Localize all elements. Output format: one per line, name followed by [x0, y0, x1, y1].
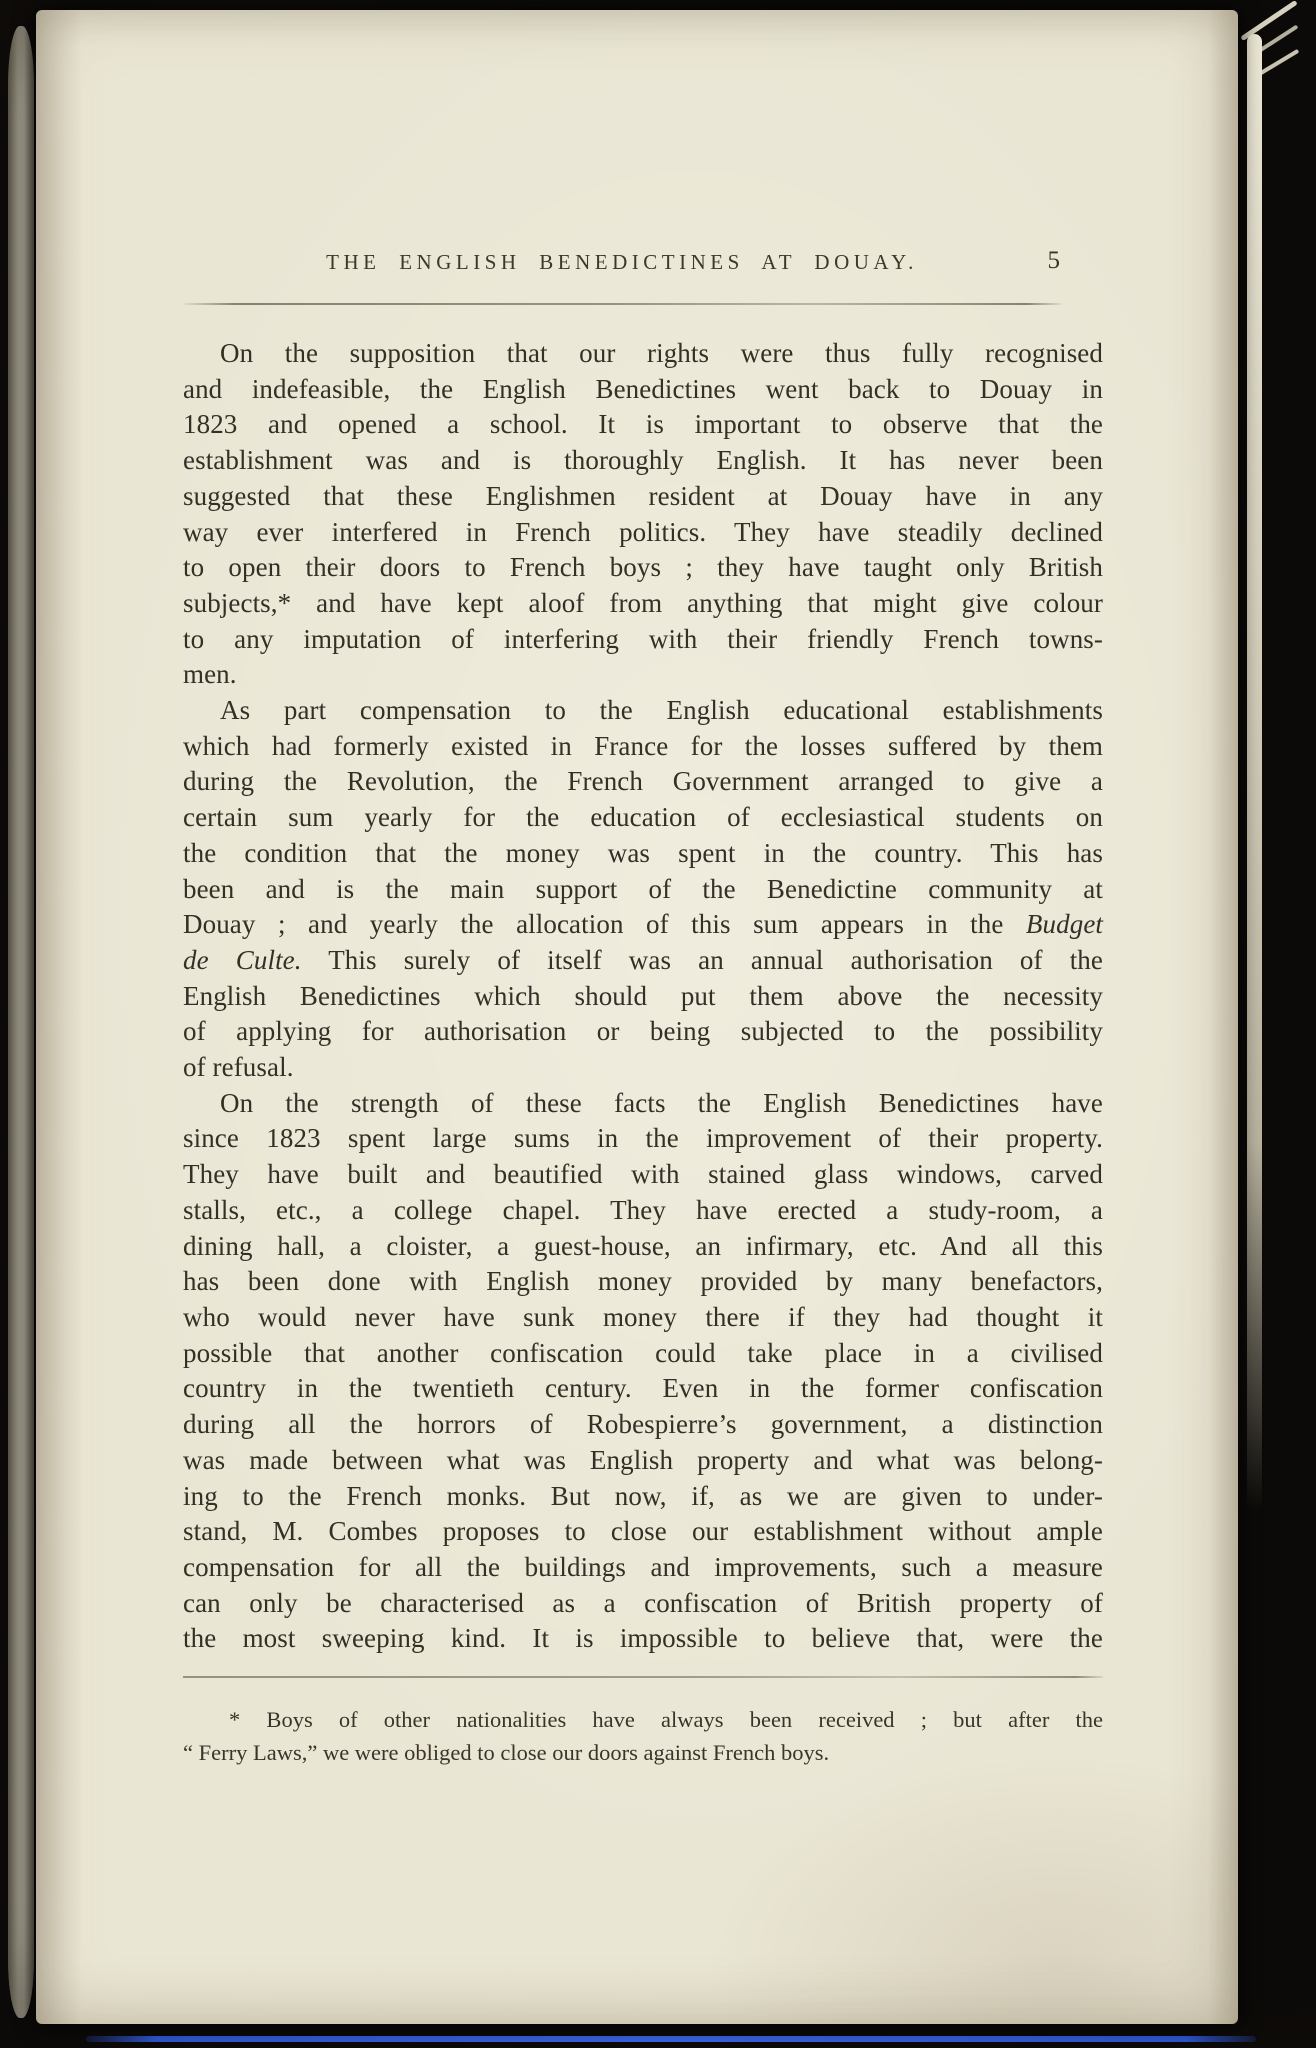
- text-line: [183, 907, 1103, 943]
- text-line: [183, 1586, 1103, 1622]
- text-line: [183, 1300, 1103, 1336]
- running-header: THE ENGLISH BENEDICTINES AT DOUAY.: [326, 250, 918, 274]
- text-run: to any imputation of interfering with their friendly French towns-: [183, 623, 1103, 654]
- text-run: since 1823 spent large sums in the improvement of their property.: [183, 1123, 1103, 1154]
- text-run: possible that another confiscation could take place in a civilised: [183, 1337, 1103, 1368]
- text-line: [183, 1336, 1103, 1372]
- text-run: who would never have sunk money there if they had thought it: [183, 1301, 1103, 1332]
- text-line: [183, 1621, 1103, 1657]
- text-run: On the strength of these facts the English Benedictines have: [220, 1087, 1103, 1118]
- text-run: of applying for authorisation or being subjected to the possibility: [183, 1016, 1103, 1047]
- text-run: compensation for all the buildings and improvements, such a measure: [183, 1551, 1103, 1582]
- text-line: [183, 336, 1103, 372]
- text-line: [183, 836, 1103, 872]
- text-line: [183, 1086, 1103, 1122]
- text-line: [183, 515, 1103, 551]
- text-line: [183, 872, 1103, 908]
- text-line: [183, 1229, 1103, 1265]
- left-page-edge: [8, 26, 34, 2018]
- text-run: suggested that these Englishmen resident at Douay have in any: [183, 480, 1103, 511]
- footnote: [183, 1704, 1103, 1769]
- text-line: [183, 622, 1103, 658]
- paragraph: [183, 693, 1103, 1086]
- text-line: [183, 407, 1103, 443]
- text-run: Douay ; and yearly the allocation of this sum appears in the: [183, 909, 1026, 940]
- right-fore-edge: [1247, 34, 1262, 1512]
- text-run: Budget: [1025, 909, 1103, 940]
- text-run: certain sum yearly for the education of ecclesiastical students on: [183, 802, 1103, 833]
- text-run: * Boys of other nationalities have always been received ; but after the: [229, 1707, 1103, 1732]
- text-line: [183, 979, 1103, 1015]
- text-run: way ever interfered in French politics. They have steadily declined: [183, 516, 1103, 547]
- text-line: [183, 1264, 1103, 1300]
- text-line: [183, 1704, 1103, 1737]
- text-line: [183, 1371, 1103, 1407]
- text-run: was made between what was English property and what was belong-: [183, 1444, 1103, 1475]
- text-run: to open their doors to French boys ; they have taught only British: [183, 552, 1103, 583]
- text-line: [183, 1479, 1103, 1515]
- text-line: [183, 1014, 1103, 1050]
- text-run: As part compensation to the English educational establishments: [220, 695, 1103, 726]
- text-line: [183, 1193, 1103, 1229]
- text-run: which had formerly existed in France for the losses suffered by them: [183, 730, 1103, 761]
- text-run: On the supposition that our rights were thus fully recognised: [220, 338, 1103, 368]
- text-run: the condition that the money was spent in the country. This has: [183, 837, 1103, 868]
- text-run: and indefeasible, the English Benedictines went back to Douay in: [183, 373, 1103, 404]
- text-line: [183, 372, 1103, 408]
- text-run: the most sweeping kind. It is impossible to believe that, were the: [183, 1623, 1103, 1654]
- text-line: [183, 550, 1103, 586]
- text-line: [183, 693, 1103, 729]
- text-line: [183, 943, 1103, 979]
- text-run: during the Revolution, the French Government arranged to give a: [183, 766, 1103, 797]
- text-run: country in the twentieth century. Even in the former confiscation: [183, 1373, 1103, 1404]
- text-line: [183, 1514, 1103, 1550]
- text-run: can only be characterised as a confiscation of British property of: [183, 1587, 1103, 1618]
- text-run: men.: [183, 659, 237, 690]
- text-line: [183, 1050, 1103, 1086]
- page-number: 5: [1047, 247, 1060, 274]
- text-run: This surely of itself was an annual authorisation of the: [301, 944, 1103, 975]
- text-run: English Benedictines which should put them above the necessity: [183, 980, 1103, 1011]
- text-run: during all the horrors of Robespierre’s government, a distinction: [183, 1409, 1103, 1440]
- text-line: [183, 1121, 1103, 1157]
- text-run: been and is the main support of the Benedictine community at: [183, 873, 1103, 904]
- text-line: [183, 800, 1103, 836]
- text-line: [183, 764, 1103, 800]
- text-run: has been done with English money provided by many benefactors,: [183, 1266, 1103, 1297]
- text-run: subjects,* and have kept aloof from anything that might give colour: [183, 587, 1103, 618]
- paragraph: [183, 1086, 1103, 1657]
- text-run: dining hall, a cloister, a guest-house, an infirmary, etc. And all this: [183, 1230, 1103, 1261]
- text-line: [183, 1157, 1103, 1193]
- text-line: [183, 586, 1103, 622]
- text-line: [183, 443, 1103, 479]
- text-line: [183, 729, 1103, 765]
- text-line: [183, 657, 1103, 693]
- text-run: They have built and beautified with stained glass windows, carved: [183, 1159, 1103, 1190]
- text-run: of refusal.: [183, 1052, 294, 1083]
- text-run: establishment was and is thoroughly English. It has never been: [183, 445, 1103, 476]
- text-line: [183, 1407, 1103, 1443]
- book-page: [36, 10, 1238, 2024]
- text-run: stand, M. Combes proposes to close our establishment without ample: [183, 1516, 1103, 1547]
- header-rule: [183, 303, 1061, 305]
- scanner-bed-line: [86, 2036, 1256, 2042]
- text-run: ing to the French monks. But now, if, as we are given to under-: [183, 1480, 1103, 1511]
- text-run: stalls, etc., a college chapel. They have erected a study-room, a: [183, 1194, 1103, 1225]
- text-run: de Culte.: [183, 944, 302, 975]
- body-text: [183, 336, 1103, 1657]
- text-line: [183, 1443, 1103, 1479]
- text-line: [183, 1550, 1103, 1586]
- text-run: “ Ferry Laws,” we were obliged to close our doors against French boys.: [183, 1739, 830, 1765]
- footnote-rule: [183, 1676, 1103, 1678]
- text-line: [183, 479, 1103, 515]
- text-line: [183, 1737, 1103, 1770]
- text-run: 1823 and opened a school. It is important to observe that the: [183, 409, 1103, 440]
- paragraph: [183, 336, 1103, 693]
